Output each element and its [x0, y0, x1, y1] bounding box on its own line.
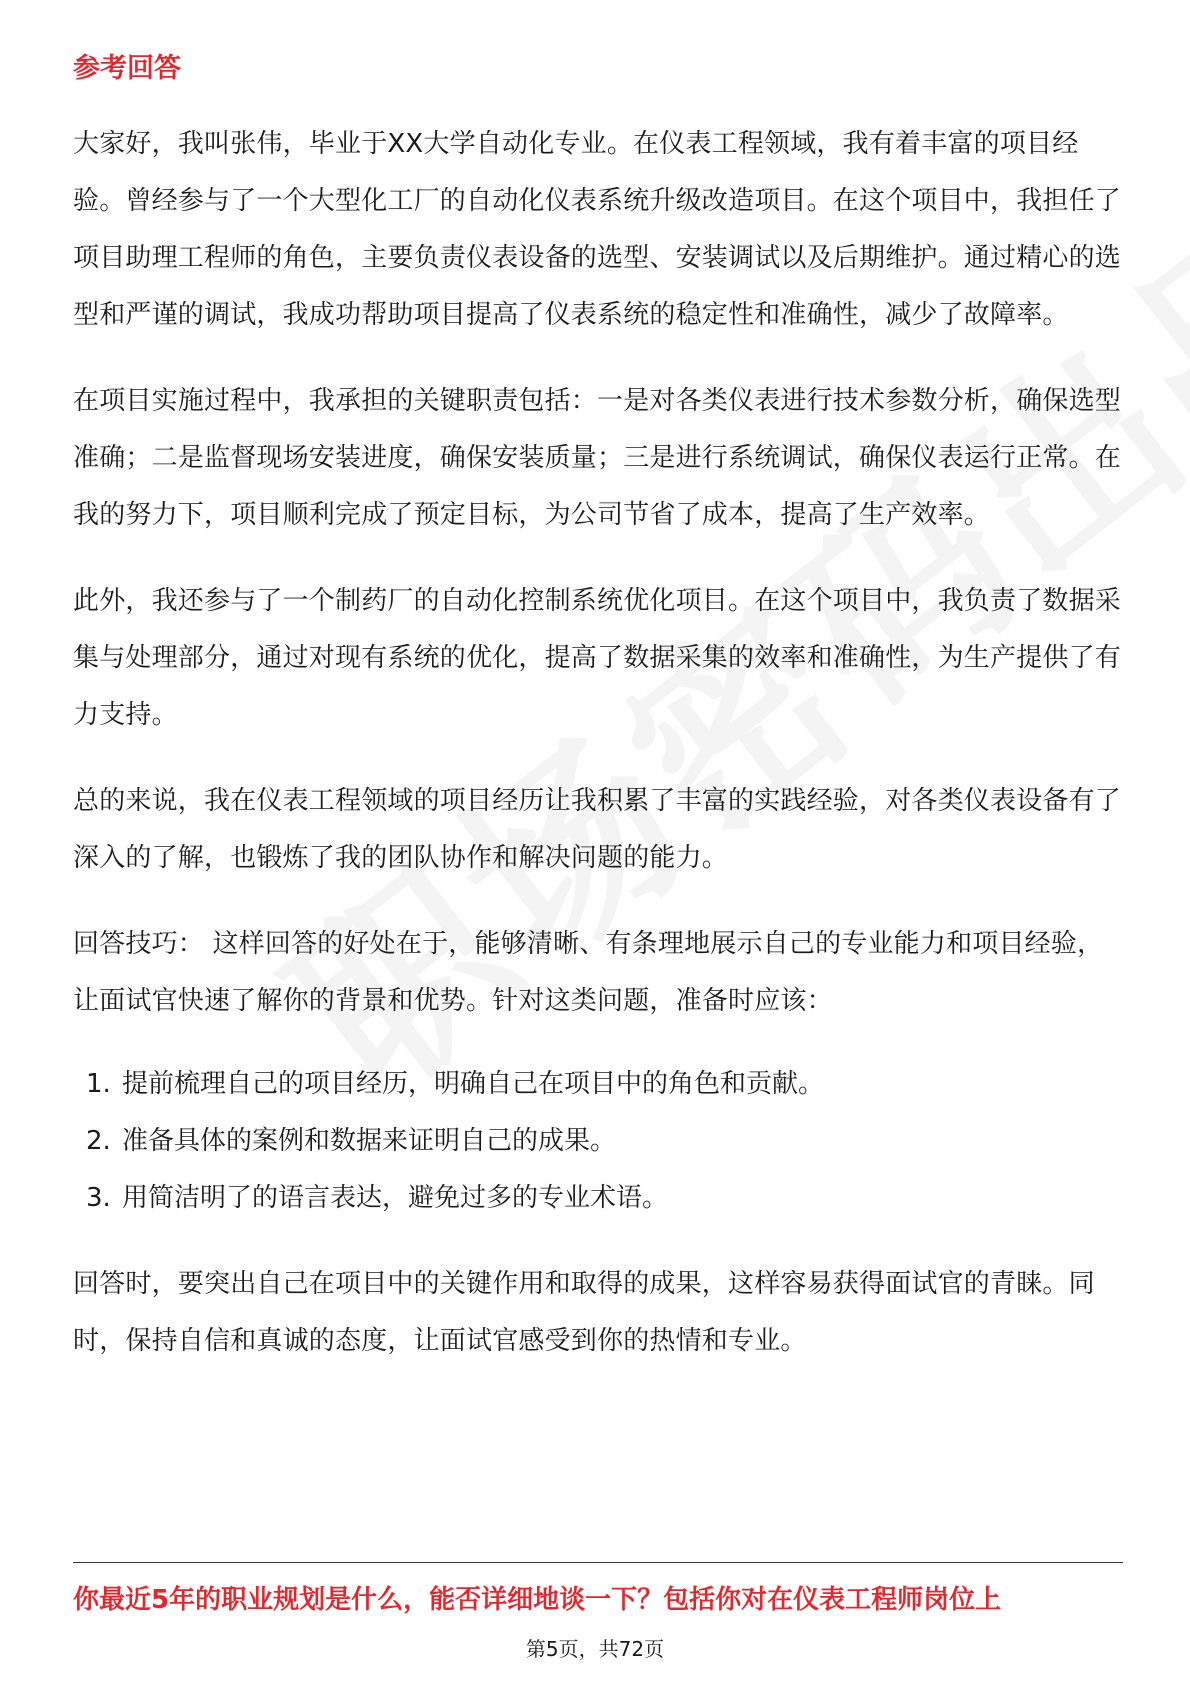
list-item-number: 1.: [86, 1069, 111, 1099]
closing-paragraph: 回答时，要突出自己在项目中的关键作用和取得的成果，这样容易获得面试官的青睐。同时，保持自信和真诚的态度，让面试官感受到你的热情和专业。: [73, 1269, 1095, 1356]
list-item-text: 准备具体的案例和数据来证明自己的成果。: [122, 1126, 617, 1156]
next-question-heading: 你最近5年的职业规划是什么，能否详细地谈一下？包括你对在仪表工程师岗位上: [73, 1585, 1002, 1615]
section-divider: [73, 1562, 1123, 1563]
tips-list: [73, 1056, 1123, 1227]
list-item: [73, 1056, 1123, 1113]
list-item-text: 提前梳理自己的项目经历，明确自己在项目中的角色和贡献。: [122, 1069, 825, 1099]
tips-intro-paragraph: 回答技巧： 这样回答的好处在于，能够清晰、有条理地展示自己的专业能力和项目经验，让面试官快速了解你的背景和优势。针对这类问题，准备时应该：: [73, 929, 1104, 1016]
answer-paragraph: 总的来说，我在仪表工程领域的项目经历让我积累了丰富的实践经验，对各类仪表设备有了深入的了解，也锻炼了我的团队协作和解决问题的能力。: [73, 786, 1122, 873]
list-item-number: 3.: [86, 1183, 111, 1213]
list-item-text: 用简洁明了的语言表达，避免过多的专业术语。: [122, 1183, 669, 1213]
list-item-number: 2.: [86, 1126, 111, 1156]
answer-paragraph: 此外，我还参与了一个制药厂的自动化控制系统优化项目。在这个项目中，我负责了数据采集与处理部分，通过对现有系统的优化，提高了数据采集的效率和准确性，为生产提供了有力支持。: [73, 586, 1122, 730]
list-item: [73, 1170, 1123, 1227]
list-item: [73, 1113, 1123, 1170]
document-body: [73, 46, 1123, 1370]
answer-paragraph: 大家好，我叫张伟，毕业于XX大学自动化专业。在仪表工程领域，我有着丰富的项目经验。曾经参与了一个大型化工厂的自动化仪表系统升级改造项目。在这个项目中，我担任了项目助理工程师的角色，主要负责仪表设备的选型、安装调试以及后期维护。通过精心的选型和严谨的调试，我成功帮助项目提高了仪表系统的稳定性和准确性，减少了故障率。: [73, 129, 1122, 330]
section-title: 参考回答: [73, 53, 181, 84]
answer-paragraph: 在项目实施过程中，我承担的关键职责包括：一是对各类仪表进行技术参数分析，确保选型准确；二是监督现场安装进度，确保安装质量；三是进行系统调试，确保仪表运行正常。在我的努力下，项目顺利完成了预定目标，为公司节省了成本，提高了生产效率。: [73, 386, 1122, 530]
page-number: 第5页，共72页: [525, 1637, 665, 1661]
